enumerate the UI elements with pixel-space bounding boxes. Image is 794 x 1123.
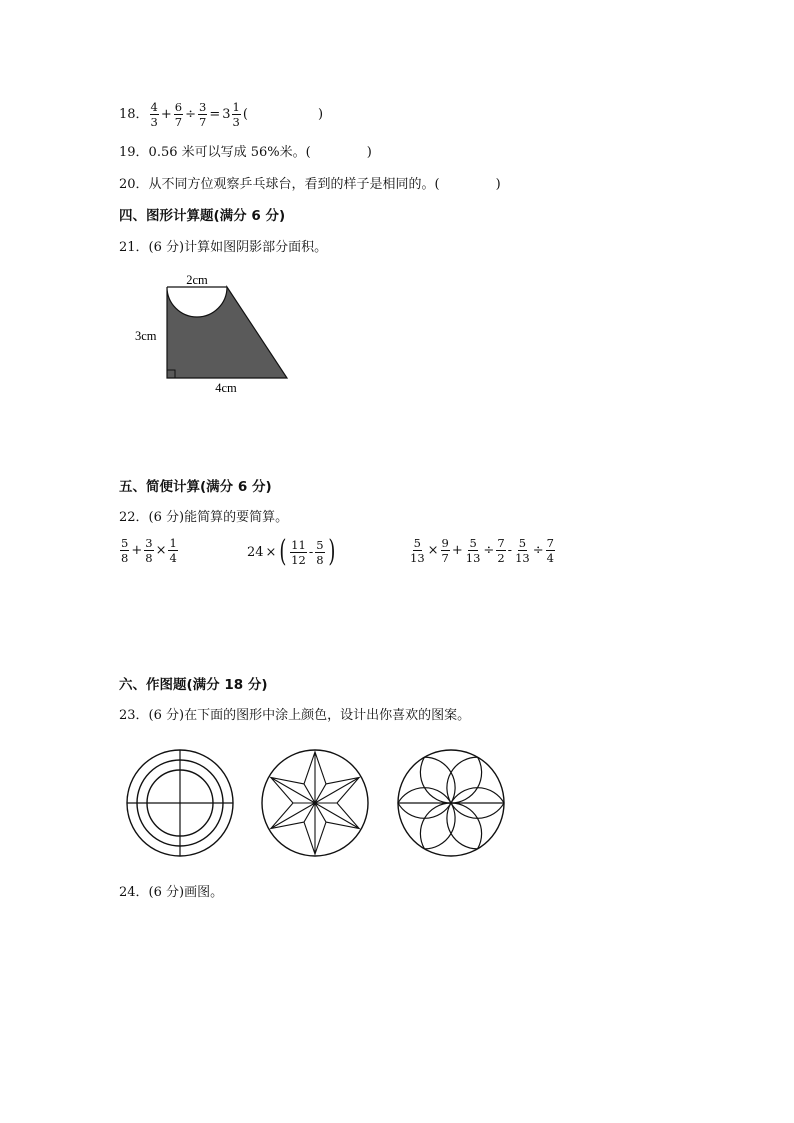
- question-23: 23．(6 分)在下面的图形中涂上颜色，设计出你喜欢的图案。: [119, 708, 471, 723]
- times-sign: ×: [427, 543, 439, 558]
- section-5-heading: 五、简便计算(满分 6 分): [119, 479, 272, 495]
- multiplier: 24: [247, 544, 264, 560]
- minus-sign: -: [507, 543, 513, 558]
- fraction: $\frac{5}{13}$: [410, 536, 425, 565]
- fraction: $\frac{3}{8}$: [145, 536, 153, 565]
- petal: [447, 803, 482, 849]
- shaded-region: [167, 287, 287, 378]
- fraction: $\frac{3}{7}$: [199, 100, 207, 129]
- fraction: $\frac{5}{13}$: [465, 536, 481, 565]
- equals-sign: =: [209, 106, 221, 122]
- petal: [447, 757, 482, 803]
- petal: [420, 803, 455, 849]
- question-24: 24．(6 分)画图。: [119, 885, 224, 900]
- minus-sign: -: [308, 544, 314, 560]
- answer-open-paren: (: [242, 106, 248, 122]
- fraction: $\frac{1}{3}$: [232, 100, 240, 129]
- answer-close-paren: ): [495, 177, 501, 192]
- question-19: [119, 145, 372, 161]
- fraction: $\frac{7}{4}$: [546, 536, 554, 565]
- question-21: 21．(6 分)计算如图阴影部分面积。: [119, 240, 328, 255]
- fraction: $\frac{5}{13}$: [515, 536, 530, 565]
- answer-close-paren: ): [317, 106, 324, 122]
- flower-circle-pattern[interactable]: [395, 747, 507, 859]
- answer-close-paren: ): [366, 145, 372, 160]
- bottom-label: 4cm: [215, 381, 237, 395]
- plus-sign: +: [451, 543, 463, 558]
- expression-1: [119, 537, 179, 564]
- top-label: 2cm: [186, 273, 208, 287]
- divide-sign: ÷: [185, 106, 197, 122]
- question-number: 18．: [119, 106, 149, 122]
- times-sign: ×: [155, 543, 167, 558]
- fraction: $\frac{1}{4}$: [169, 536, 177, 565]
- expression-3: [408, 537, 556, 564]
- fraction: $\frac{4}{3}$: [150, 100, 158, 129]
- fraction: $\frac{11}{12}$: [291, 537, 306, 567]
- fraction: $\frac{5}{8}$: [316, 537, 324, 567]
- mixed-whole: 3: [222, 106, 231, 122]
- close-paren: ): [327, 534, 335, 569]
- question-18: [119, 101, 324, 128]
- fraction: $\frac{5}{8}$: [121, 536, 129, 565]
- fraction: $\frac{9}{7}$: [441, 536, 449, 565]
- plus-sign: +: [131, 543, 143, 558]
- fraction: $\frac{7}{2}$: [497, 536, 505, 565]
- petal: [420, 757, 455, 803]
- question-22: 22．(6 分)能简算的要简算。: [119, 510, 289, 525]
- question-20: [119, 177, 501, 193]
- shaded-trapezoid-figure: [130, 270, 300, 400]
- star-circle-pattern[interactable]: [259, 747, 371, 859]
- divide-sign: ÷: [483, 543, 495, 558]
- question-text: 19．0.56 米可以写成 56%米。(: [119, 145, 311, 160]
- divide-sign: ÷: [532, 543, 544, 558]
- fraction: $\frac{6}{7}$: [174, 100, 183, 129]
- times-sign: ×: [265, 544, 277, 560]
- open-paren: (: [279, 534, 287, 569]
- section-4-heading: 四、图形计算题(满分 6 分): [119, 208, 286, 224]
- plus-sign: +: [160, 106, 172, 122]
- question-text: 20．从不同方位观察乒乓球台，看到的样子是相同的。(: [119, 177, 440, 192]
- expression-2: [246, 534, 337, 569]
- star-lines: [271, 752, 359, 854]
- concentric-circles-pattern[interactable]: [124, 747, 236, 859]
- left-label: 3cm: [135, 329, 157, 343]
- section-6-heading: 六、作图题(满分 18 分): [119, 677, 268, 693]
